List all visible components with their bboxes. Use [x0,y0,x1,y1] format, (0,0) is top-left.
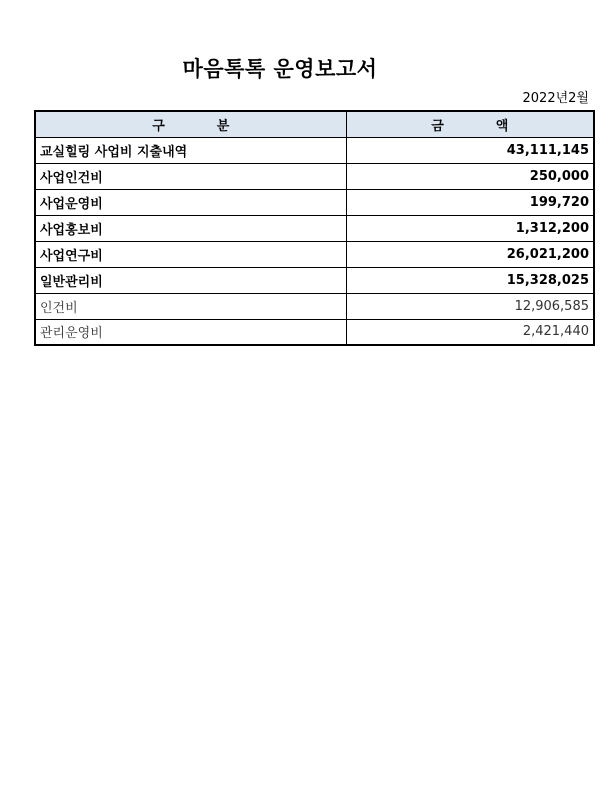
row-label: 일반관리비 [35,267,346,293]
row-amount: 199,720 [346,189,594,215]
table-row [35,137,594,163]
row-label: 사업운영비 [35,189,346,215]
expense-table [34,110,595,346]
header-category-part-b: 분 [216,118,230,134]
table-row [35,215,594,241]
table-row [35,163,594,189]
row-label: 인건비 [35,293,346,319]
table-row [35,241,594,267]
row-label: 사업홍보비 [35,215,346,241]
report-date: 2022년2월 [522,91,589,106]
header-amount-part-b: 액 [495,118,509,134]
row-amount: 1,312,200 [346,215,594,241]
row-label: 관리운영비 [35,319,346,345]
row-amount: 43,111,145 [346,137,594,163]
row-amount: 15,328,025 [346,267,594,293]
row-amount: 250,000 [346,163,594,189]
header-amount-part-a: 금 [431,118,444,134]
row-label: 사업인건비 [35,163,346,189]
table-row [35,267,594,293]
row-amount: 12,906,585 [346,293,594,319]
header-amount [346,111,594,137]
row-label: 사업연구비 [35,241,346,267]
header-category [35,111,346,137]
report-title: 마음톡톡 운영보고서 [182,57,378,81]
table-header-row [35,111,594,137]
row-amount: 26,021,200 [346,241,594,267]
table-row [35,319,594,345]
row-label: 교실힐링 사업비 지출내역 [35,137,346,163]
table-row [35,293,594,319]
row-amount: 2,421,440 [346,319,594,345]
header-category-part-a: 구 [152,118,165,134]
table-row [35,189,594,215]
